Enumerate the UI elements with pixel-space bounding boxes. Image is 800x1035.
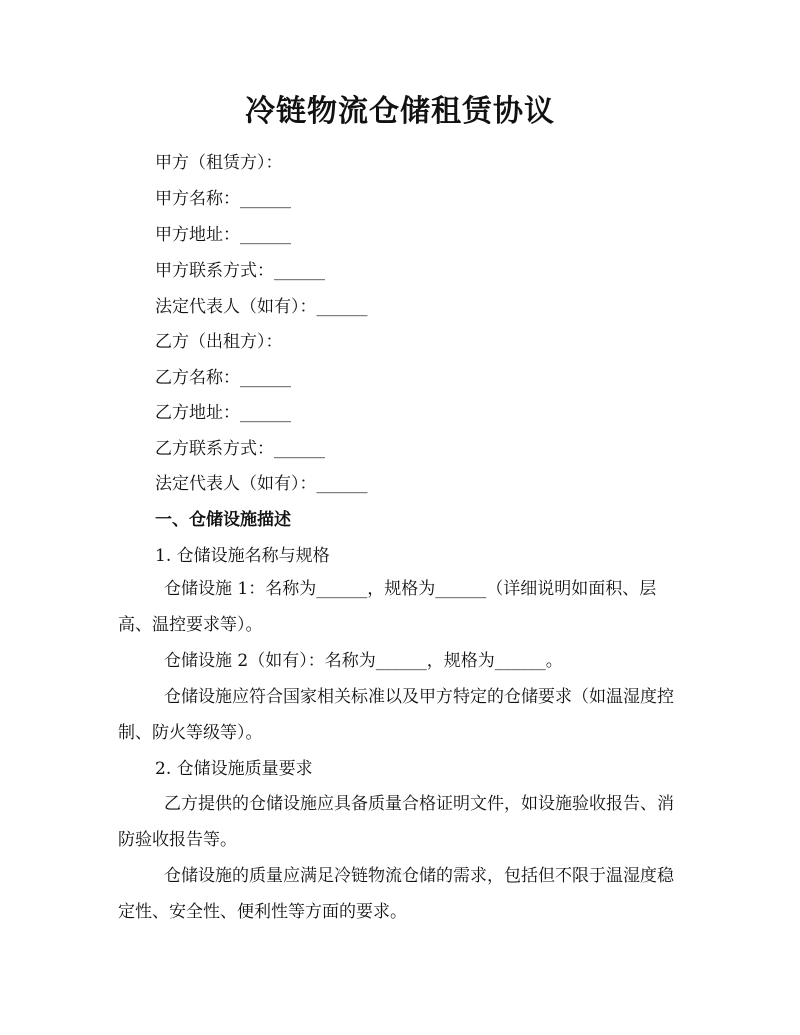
party-a-legal-rep: 法定代表人（如有）：______: [155, 297, 368, 317]
party-a-address: 甲方地址：______: [155, 225, 291, 245]
facility-standards-paragraph: 仓储设施应符合国家相关标准以及甲方特定的仓储要求（如温湿度控制、防火等级等）。: [118, 687, 674, 743]
party-b-name: 乙方名称：______: [155, 368, 291, 388]
quality-certificate-paragraph: 乙方提供的仓储设施应具备质量合格证明文件，如设施验收报告、消防验收报告等。: [118, 794, 674, 850]
facility-2-paragraph: 仓储设施 2（如有）：名称为______，规格为______。: [164, 651, 563, 671]
section-1-heading: 一、仓储设施描述: [155, 510, 291, 530]
party-a-heading: 甲方（租赁方）：: [155, 153, 283, 173]
facility-1-paragraph: 仓储设施 1：名称为______，规格为______（详细说明如面积、层高、温控要求等）。: [118, 579, 657, 635]
quality-requirements-paragraph: 仓储设施的质量应满足冷链物流仓储的需求，包括但不限于温湿度稳定性、安全性、便利性等方面的要求。: [118, 866, 674, 922]
party-a-contact: 甲方联系方式：______: [155, 261, 325, 281]
subsection-2-heading: 2. 仓储设施质量要求: [155, 759, 313, 779]
party-b-legal-rep: 法定代表人（如有）：______: [155, 474, 368, 494]
party-a-name: 甲方名称：______: [155, 189, 291, 209]
document-title: 冷链物流仓储租赁协议: [245, 94, 555, 129]
party-b-address: 乙方地址：______: [155, 403, 291, 423]
party-b-heading: 乙方（出租方）：: [155, 332, 283, 352]
subsection-1-heading: 1. 仓储设施名称与规格: [155, 546, 330, 566]
party-b-contact: 乙方联系方式：______: [155, 439, 325, 459]
